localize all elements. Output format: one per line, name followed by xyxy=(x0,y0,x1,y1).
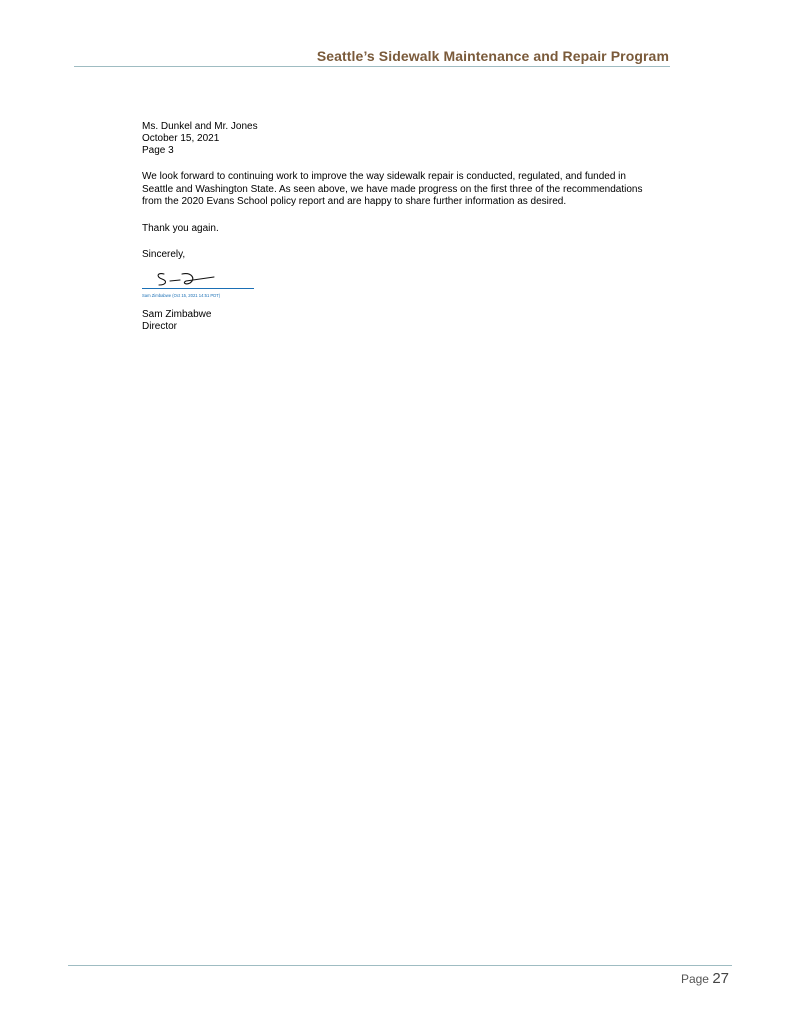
signature-timestamp: Sam Zimbabwe (Oct 15, 2021 14:51 PDT) xyxy=(142,292,221,298)
letter-closing: Sincerely, xyxy=(142,248,186,260)
signature-block xyxy=(142,269,260,297)
page-number xyxy=(681,970,729,987)
letter-paragraph: We look forward to continuing work to improve the way sidewalk repair is conducted, regulated, and funded in Seattle and Washington State. As seen above, we have made progress on the first three of the recommendations from the 2020 Evans School policy report and are happy to share further information as desired. xyxy=(142,171,643,207)
letter-body xyxy=(142,121,652,333)
signature-line xyxy=(142,288,254,289)
letter-recipients: Ms. Dunkel and Mr. Jones xyxy=(142,121,258,132)
footer-divider xyxy=(68,965,732,966)
signer-title: Director xyxy=(142,320,178,332)
signer-name: Sam Zimbabwe xyxy=(142,308,212,320)
document-title: Seattle’s Sidewalk Maintenance and Repair Program xyxy=(316,48,669,64)
page-label: Page xyxy=(680,972,709,986)
letter-page-reference: Page 3 xyxy=(142,145,174,156)
letter-date: October 15, 2021 xyxy=(142,133,220,144)
page-number-value: 27 xyxy=(712,970,729,987)
letter-thanks: Thank you again. xyxy=(142,222,219,234)
header-divider xyxy=(74,66,670,67)
handwritten-signature-icon xyxy=(152,269,232,289)
